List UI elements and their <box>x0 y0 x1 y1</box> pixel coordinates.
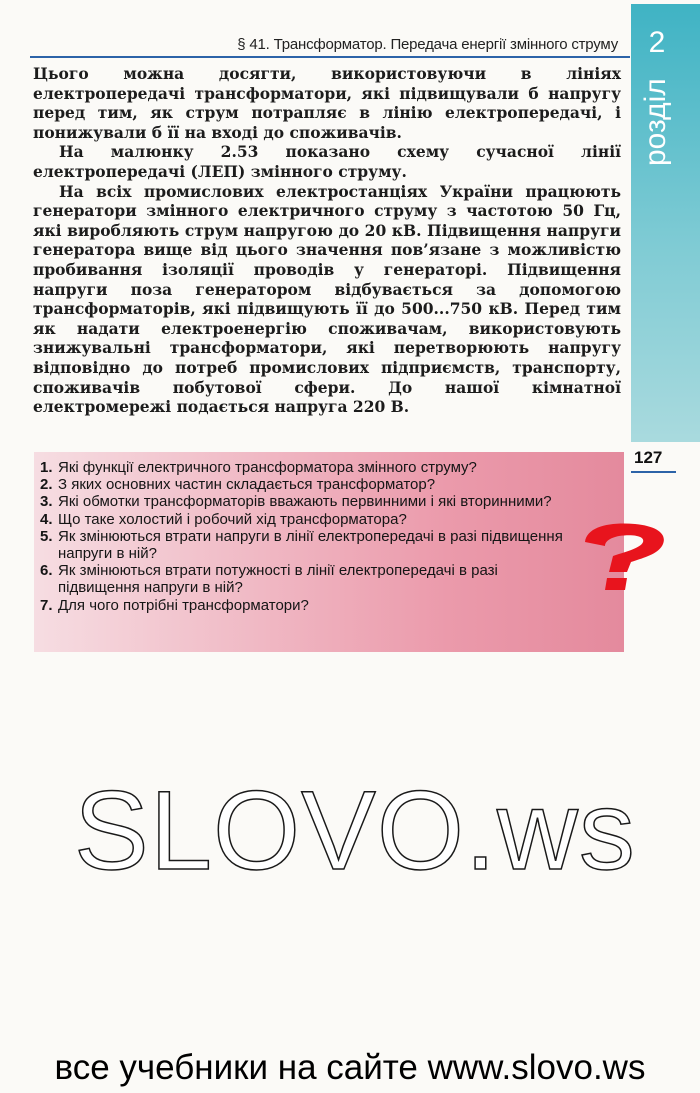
question-text: Які функції електричного трансформатора змінного струму? <box>58 459 477 476</box>
section-title: § 41. Трансформатор. Передача енергії змінного струму <box>237 36 618 53</box>
question-number: 6. <box>40 562 53 580</box>
question-text: Як змінюються втрати напруги в лінії електропередачі в разі підвищення напруги в ній? <box>58 527 563 563</box>
question-item <box>40 562 568 596</box>
question-number: 3. <box>40 493 53 511</box>
question-text: Як змінюються втрати потужності в лінії електропередачі в разі підвищення напруги в ній? <box>58 562 498 597</box>
header-rule <box>30 56 630 58</box>
page-number-rule <box>631 471 676 473</box>
question-number: 4. <box>40 510 53 528</box>
chapter-label: розділ <box>639 78 672 166</box>
question-text: З яких основних частин складається трансформатор? <box>58 476 436 494</box>
question-text: Які обмотки трансформаторів вважають первинними і які вторинними? <box>58 493 552 511</box>
footer-caption: все учебники на сайте www.slovo.ws <box>54 1048 646 1087</box>
paragraph: Цього можна досягти, використовуючи в лініях електропередачі трансформатори, які підвищували б напругу перед тим, як струм потрапляє в лінію електропередачі, і понижували б її на вході до споживачів. <box>33 64 621 142</box>
question-item <box>40 493 568 510</box>
paragraph: На всіх промислових електростанціях України працюють генератори змінного електричного струму з частотою 50 Гц, які виробляють струм напругою до 20 кВ. Підвищення напруги генератора вище від цього значення пов’язане з можливістю пробивання ізоляції проводів у генераторі. Підвищення напруги поза генератором відбувається за допомогою трансформаторів, які підвищують її до 500...750 кВ. Перед тим як надати електроенергію споживачам, використовують знижувальні трансформатори, які перетворюють напругу відповідно до потреб промислових підприємств, транспорту, споживачів побутової сфери. До нашої кімнатної електромережі подається напруга 220 В. <box>33 181 621 417</box>
question-item <box>40 597 568 614</box>
question-number: 5. <box>40 527 53 545</box>
question-item <box>40 511 568 528</box>
chapter-number: 2 <box>648 26 666 59</box>
paragraph: На малюнку 2.53 показано схему сучасної лінії електропередачі (ЛЕП) змінного струму. <box>33 142 621 181</box>
question-item <box>40 528 568 562</box>
question-number: 7. <box>40 596 53 614</box>
watermark-logo: SLOVO.ws <box>74 768 636 893</box>
body-text <box>33 64 621 417</box>
page-header <box>30 34 630 60</box>
question-text: Що таке холостий і робочий хід трансформатора? <box>58 510 407 528</box>
question-item <box>40 476 568 493</box>
question-number: 2. <box>40 476 53 494</box>
question-number: 1. <box>40 459 53 476</box>
page-number: 127 <box>634 448 663 467</box>
question-text: Для чого потрібні трансформатори? <box>58 596 309 614</box>
question-item <box>40 459 568 476</box>
review-questions-list <box>40 459 568 614</box>
chapter-side-tab <box>631 4 700 442</box>
question-mark-icon <box>575 520 670 590</box>
